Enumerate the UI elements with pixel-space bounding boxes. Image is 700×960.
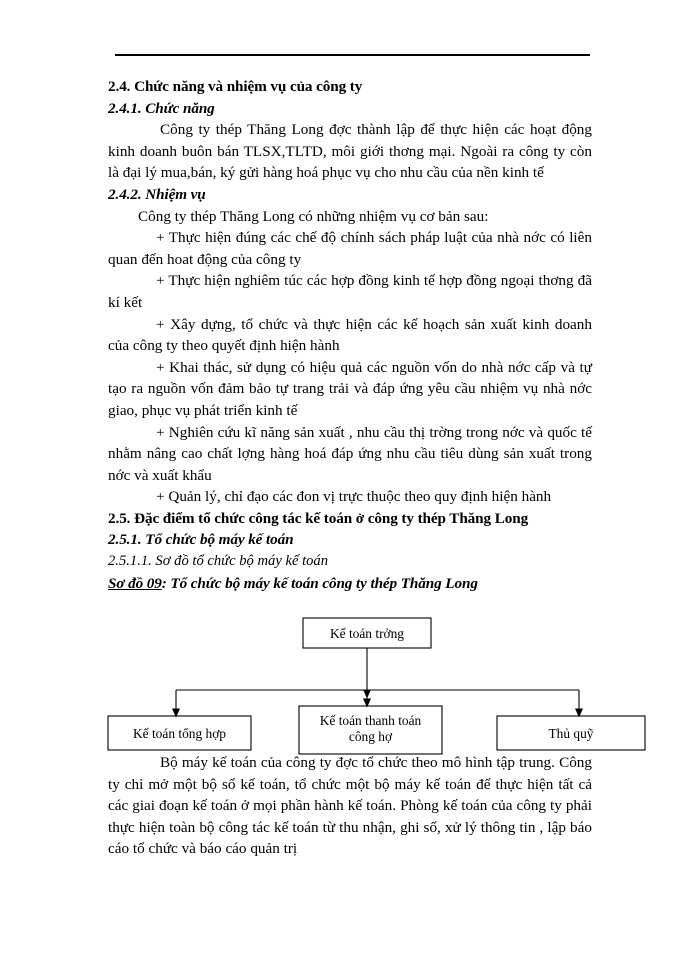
bullet-item-3: + Xây dựng, tổ chức và thực hiện các kế hoạch sản xuất kinh doanh của công ty theo quyết định hiện hành	[108, 315, 592, 355]
bullet-item-5: + Nghiên cứu kĩ năng sản xuất , nhu cầu thị trờng trong nớc và quốc tế nhằm nâng cao chất lợng hàng hoá đáp ứng nhu cầu tiêu dùng sản xuất trong nớc và xuất khẩu	[108, 423, 592, 484]
heading-2-4-2: 2.4.2. Nhiệm vụ	[108, 185, 206, 203]
paragraph-bo-may-ke-toan: Bộ máy kế toán của công ty đợc tổ chức theo mô hình tập trung. Công ty chỉ mở một bộ sổ kế toán, tổ chức một bộ máy kế toán để thực hiện tất cả các giai đoạn kế toán ở mọi phần hành kế toán. Phòng kế toán của công ty phải thực hiện toàn bộ công tác kế toán từ thu nhận, ghi sổ, xử lý thông tin , lập báo cáo tổ chức và báo cáo quản trị	[108, 754, 592, 858]
box-label-ke-toan-truong: Kế toán trởng	[329, 626, 405, 641]
figure-caption-rest: : Tổ chức bộ máy kế toán công ty thép Thăng Long	[161, 574, 478, 592]
figure-caption	[108, 573, 592, 595]
bullet-item-2: + Thực hiện nghiêm túc các hợp đồng kinh tế hợp đồng ngoại thơng đã kí kết	[108, 272, 592, 311]
bullet-item-4: + Khai thác, sử dụng có hiệu quả các nguồn vốn do nhà nớc cấp và tự tạo ra nguồn vốn đảm bảo tự trang trải và đáp ứng yêu cầu nhiệm vụ nhà nớc giao, phục vụ phát triển kinh tế	[108, 358, 592, 419]
heading-2-5-1: 2.5.1. Tổ chức bộ máy kế toán	[108, 531, 294, 549]
org-chart-svg	[0, 612, 700, 757]
paragraph-nhiem-vu-intro: Công ty thép Thăng Long có những nhiệm vụ cơ bản sau:	[138, 207, 489, 225]
box-label-thu-quy: Thủ quỹ	[548, 726, 594, 741]
heading-2-4: 2.4. Chức năng và nhiệm vụ của công ty	[108, 78, 363, 95]
header-rule	[115, 54, 590, 56]
box-label-ke-toan-tong-hop: Kế toán tổng hợp	[133, 726, 226, 741]
figure-caption-lead: Sơ đồ 09	[108, 574, 162, 592]
bullet-item-6: + Quản lý, chỉ đạo các đon vị trực thuộc theo quy định hiện hành	[156, 488, 552, 506]
heading-2-4-1: 2.4.1. Chức năng	[108, 99, 215, 117]
document-body	[108, 76, 592, 594]
bullet-item-1: + Thực hiện đúng các chế độ chính sách pháp luật của nhà nớc có liên quan đến hoat động của công ty	[108, 229, 592, 268]
box-label-ke-toan-thanh-toan-line1: Kế toán thanh toán	[319, 713, 422, 728]
heading-2-5: 2.5. Đặc điểm tổ chức công tác kế toán ở công ty thép Thăng Long	[108, 509, 529, 527]
box-label-ke-toan-thanh-toan-line2: công hợ	[348, 729, 393, 744]
closing-block	[108, 752, 592, 860]
heading-2-5-1-1: 2.5.1.1. Sơ đồ tổ chức bộ máy kế toán	[108, 553, 329, 570]
org-chart-diagram	[0, 612, 700, 757]
paragraph-chuc-nang: Công ty thép Thăng Long đợc thành lập để thực hiện các hoạt động kinh doanh buôn bán TLSX,TLTD, môi giới thơng mại. Ngoài ra công ty còn là đại lý mua,bán, ký gửi hàng hoá phục vụ cho nhu cầu của nền kinh tế	[108, 121, 592, 182]
